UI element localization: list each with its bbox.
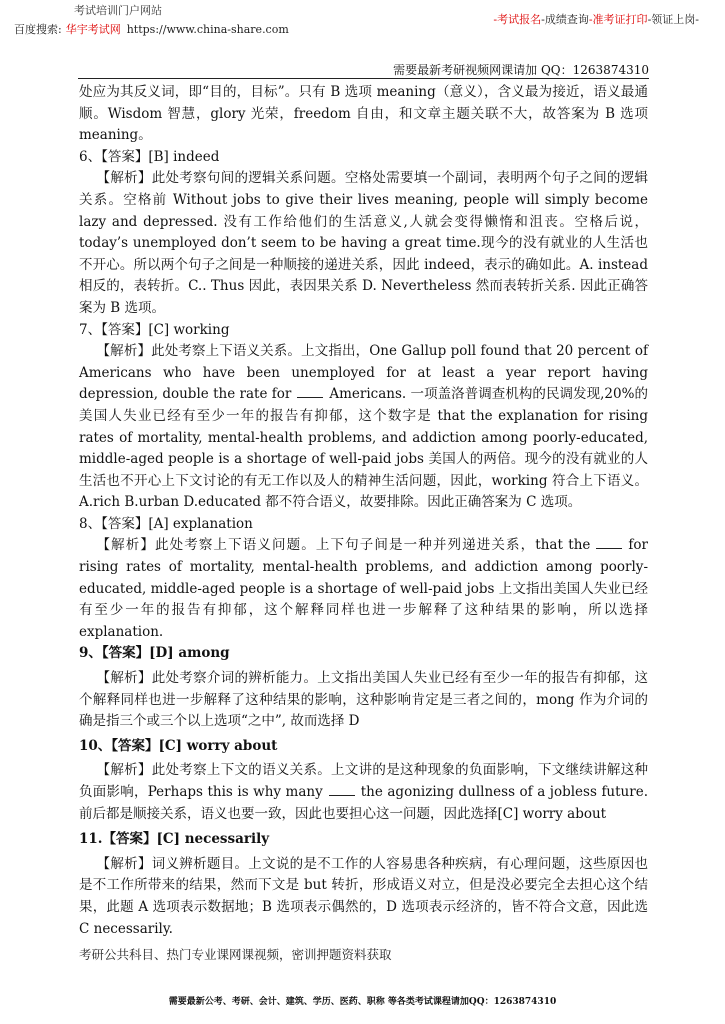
answer-heading: 10、【答案】[C] worry about [79,737,278,754]
blank-underline [596,536,622,549]
answer-heading: 9、【答案】[D] among [79,645,230,662]
answer-heading: 7、【答案】[C] working [79,321,230,338]
analysis-text: 【解析】此处考察上下语义问题。上下句子间是一种并列递进关系，that the [96,537,591,554]
analysis-paragraph: 【解析】词义辨析题目。上文说的是不工作的人容易患各种疾病，有心理问题，这些原因也是不工作所带来的结果，然而下文是 but 转折，形成语义对立，但是没必要完全去担心这个结果，此题 A 选项表示数据地；B 选项表示偶然的，D 选项表示经济的，皆不符合文意，因此选 C necessarily. [79,855,648,937]
blank-underline [297,385,323,398]
blank-underline [329,783,355,796]
answer-analysis [79,82,648,940]
site-name: 考试培训门户网站 [74,4,162,17]
analysis-paragraph [79,341,648,514]
search-line [14,21,289,37]
answer-heading: 8、【答案】[A] explanation [79,515,253,532]
link-admission-print[interactable]: -准考证打印 [588,13,648,26]
top-links [493,11,699,27]
link-certificate[interactable]: -领证上岗- [647,13,699,26]
analysis-paragraph [79,535,648,643]
analysis-paragraph: 【解析】此处考察句间的逻辑关系问题。空格处需要填一个副词，表明两个句子之间的逻辑关系。空格前 Without jobs to give their lives meaning, people will simply become lazy and depressed. 没有工作给他们的生活意义,人就会变得懒惰和沮丧。空格后说，today’s unemployed don’t seem to be having a great time.现今的没有就业的人生活也不开心。所以两个句子之间是一种顺接的递进关系，因此 indeed，表示的确如此。A. instead 相反的，表转折。C.. Thus 因此，表因果关系 D. Nevertheless 然而表转折关系. 因此正确答案为 B 选项。 [79,170,648,316]
site-url[interactable]: https://www.china-share.com [126,23,289,36]
footer-contact: 需要最新公考、考研、会计、建筑、学历、医药、职称 等各类考试课程请加QQ：1263874310 [168,997,557,1007]
answer-heading: 11.【答案】[C] necessarily [79,831,270,848]
link-registration[interactable]: -考试报名 [493,13,542,26]
header-rule [78,78,649,79]
paragraph: 处应为其反义词，即“目的，目标”。只有 B 选项 meaning（意义），含义最为接近，语义最通顺。Wisdom 智慧，glory 光荣，freedom 自由，和文章主题关联不大，故答案为 B 选项 meaning。 [79,84,648,144]
analysis-paragraph [79,760,648,825]
analysis-paragraph: 【解析】此处考察介词的辨析能力。上文指出美国人失业已经有至少一年的报告有抑郁，这个解释同样也进一步解释了这种结果的影响，这种影响肯定是三者之间的，mong 作为介词的确是指三个或三个以上选项“之中”, 故而选择 D [79,670,648,730]
analysis-text: 【解析】此处考察上下语义关系。上文指出，One Gallup poll found that 20 percent of Americans who have been unemployed for at least a year report having depression, double the rate for [79,343,648,403]
analysis-text: for rising rates of mortality, mental-health problems, and addiction among poorly-educated, middle-aged people is a shortage of well-paid jobs 上文指出美国人失业已经有至少一年的报告有抑郁，这个解释同样也进一步解释了这种结果的影响，所以选择 explanation. [79,537,648,640]
answer-heading: 6、【答案】[B] indeed [79,148,220,165]
brand-link[interactable]: 华宇考试网 [65,23,121,36]
analysis-text: the agonizing dullness of a jobless future. 前后都是顺接关系，语义也要一致，因此也要担心这一问题，因此选择[C] worry about [79,784,648,822]
link-score-query[interactable]: -成绩查询 [541,13,589,26]
analysis-text: Americans. 一项盖洛普调查机构的民调发现,20%的美国人失业已经有至少一年的报告有抑郁，这个数字是 that the explanation for rising rates of mortality, mental-health problems, and addiction among poorly-educated, middle-aged people is a shortage of well-paid jobs 美国人的两倍。现今的没有就业的人生活也不开心上下文讨论的有无工作以及人的精神生活问题，因此，working 符合上下语义。A.rich B.urban D.educated 都不符合语义，故要排除。因此正确答案为 C 选项。 [79,386,648,511]
search-label: 百度搜索: [14,23,62,36]
contact-header: 需要最新考研视频网课请加 QQ：1263874310 [393,63,649,77]
footer-note: 考研公共科目、热门专业课网课视频，密训押题资料获取 [79,947,392,962]
analysis-text: 【解析】此处考察上下文的语义关系。上文讲的是这种现象的负面影响，下文继续讲解这种负面影响，Perhaps this is why many [79,762,648,800]
